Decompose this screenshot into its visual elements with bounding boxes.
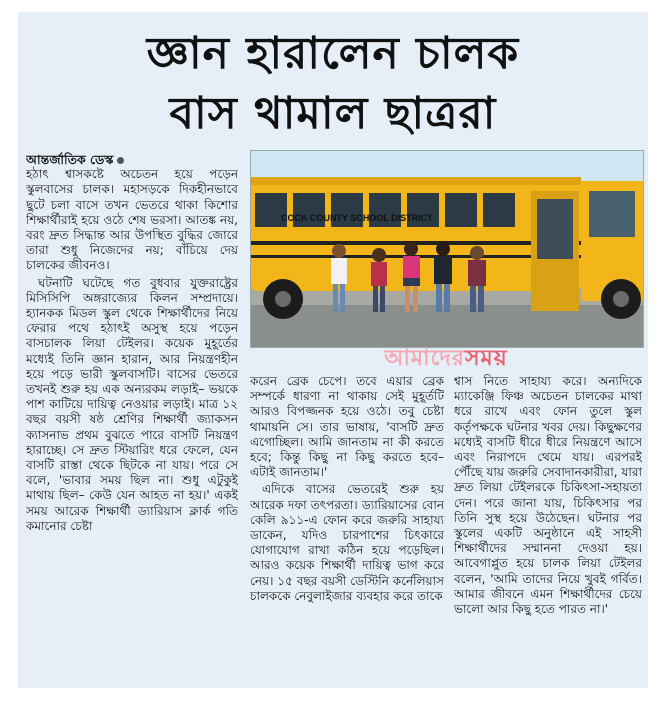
headline-line-2: বাস থামাল ছাত্ররা [169,88,497,139]
watermark-part-1: আমাদের [384,346,466,371]
article-column-1 [26,152,238,682]
headline-line-1: জ্ঞান হারালেন চালক [146,28,520,79]
article-paragraph: শ্বাস নিতে সাহায্য করে। অন্যদিকে ম্যাকেঞ্জি ফিঞ্চ অচেতন চালকের মাথা ধরে রাখে এবং ফোন তুলে স্কুল কর্তৃপক্ষকে ঘটনার খবর দেয়। কিছুক্ষণের মধ্যেই বাসটি ধীরে ধীরে নিয়ন্ত্রণে আসে এবং নিরাপদে থেমে যায়। এরপরই পৌঁছে যায় জরুরি সেবাদানকারীরা, যারা দ্রুত লিয়া টেইলরকে চিকিৎসা-সহায়তা দেন। পরে জানা যায়, চিকিৎসার পর তিনি সুস্থ হয়ে উঠেছেন। ঘটনার পর স্কুলের একটি অনুষ্ঠানে এই সাহসী শিক্ষার্থীদের সম্মাননা দেওয়া হয়। আবেগাপ্লুত হয়ে চালক লিয়া টেইলর বলেন, 'আমি তাদের নিয়ে খুবই গর্বিত। আমার জীবনে এমন শিক্ষার্থীদের চেয়ে ভালো আর কিছু হতে পারত না।' [454,374,642,617]
byline [26,152,238,167]
article-column-3 [454,374,642,680]
news-photo [250,150,644,348]
watermark-part-2: সময় [465,346,508,371]
watermark-logo [250,346,642,372]
byline-text: আন্তর্জাতিক ডেস্ক [26,152,114,167]
article-column-2 [250,374,444,680]
newspaper-clipping [18,12,648,688]
article-paragraph: এদিকে বাসের ভেতরেই শুরু হয় আরেক দফা তৎপরতা। ড্যারিয়াসের বোন কেলি ৯১১-এ ফোন করে জরুরি সাহায্য ডাকেন, যদিও চারপাশের চিৎকারে যোগাযোগ রাখা কঠিন হয়ে পড়েছিল। আরও কয়েক শিক্ষার্থী দায়িত্ব ভাগ করে নেয়। ১৫ বছর বয়সী ডেস্টিনি কর্নেলিয়াস চালককে নেবুলাইজার ব্যবহার করে তাকে [250,482,444,603]
article-paragraph: করেন ব্রেক চেপে। তবে এয়ার ব্রেক সম্পর্কে ধারণা না থাকায় সেই মুহূর্তটি আরও বিপজ্জনক হয়ে ওঠে। তবু চেষ্টা থামায়নি সে। তার ভাষায়, 'বাসটি দ্রুত এগোচ্ছিল। আমি জানতাম না কী করতে হবে; কিন্তু কিছু না কিছু করতে হবে– এটাই জানতাম।' [250,374,444,480]
bus-sign-text: COCK COUNTY SCHOOL DISTRICT [281,213,433,223]
bullet-icon [117,157,124,164]
article-paragraph: হঠাৎ শ্বাসকষ্টে অচেতন হয়ে পড়েন স্কুলবাসের চালক। মহাসড়কে দিকহীনভাবে ছুটে চলা বাসে তখন ভেতরে থাকা কিশোর শিক্ষার্থীরাই হয়ে ওঠে শেষ ভরসা। আতঙ্ক নয়, বরং দ্রুত সিদ্ধান্ত আর উপস্থিত বুদ্ধির জোরে তারা শুধু নিজেদের নয়; বাঁচিয়ে দেয় চালকের জীবনও। [26,167,238,273]
article-paragraph: ঘটনাটি ঘটেছে গত বুধবার যুক্তরাষ্ট্রের মিসিসিপি অঙ্গরাজ্যের কিলন সম্প্রদায়ে। হ্যানকক মিডল স্কুল থেকে শিক্ষার্থীদের নিয়ে ফেরার পথে হঠাৎই অসুস্থ হয়ে পড়েন বাসচালক লিয়া টেইলর। কয়েক মুহূর্তের মধ্যেই তিনি জ্ঞান হারান, আর নিয়ন্ত্রণহীন হয়ে পড়ে ভারী স্কুলবাসটি। বাসের ভেতরে তখনই শুরু হয় এক অন্যরকম লড়াই– ভয়কে পাশ কাটিয়ে দায়িত্ব নেওয়ার লড়াই। মাত্র ১২ বছর বয়সী ষষ্ঠ শ্রেণির শিক্ষার্থী জ্যাকসন ক্যাসনাভ প্রথম বুঝতে পারে বাসটি নিয়ন্ত্রণ হারাচ্ছে। সে দ্রুত স্টিয়ারিং ধরে ফেলে, যেন বাসটি রাস্তা থেকে ছিটকে না যায়। পরে সে বলে, 'ভাবার সময় ছিল না। শুধু এটুকুই মাথায় ছিল– কেউ যেন আহত না হয়।' একই সময় আরেক শিক্ষার্থী ড্যারিয়াস ক্লার্ক গতি কমানোর চেষ্টা [26,275,238,533]
school-bus-photo [251,151,643,347]
